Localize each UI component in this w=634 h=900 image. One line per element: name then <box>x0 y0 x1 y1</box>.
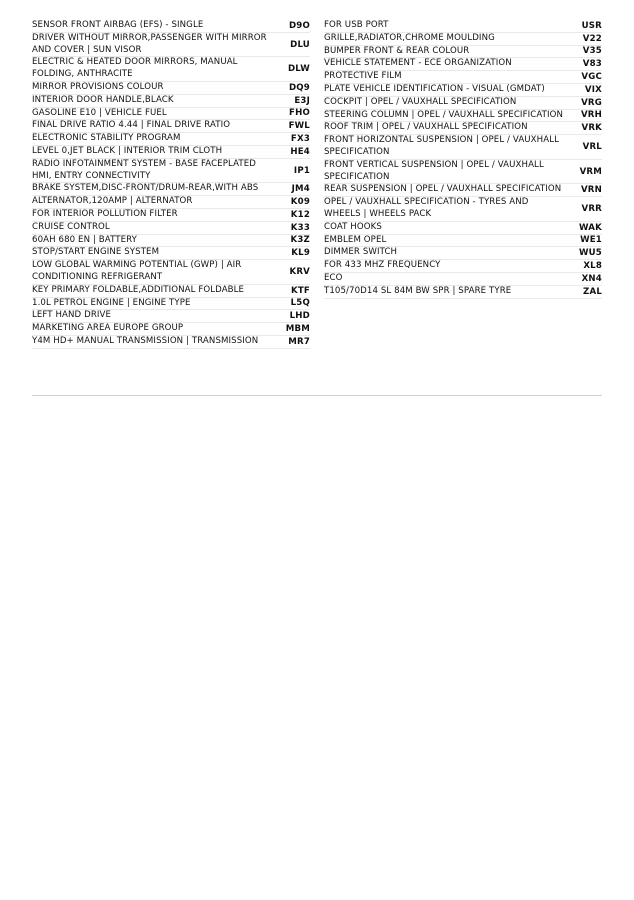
option-code: VIX <box>584 84 602 95</box>
bottom-divider <box>32 395 602 396</box>
option-description: COCKPIT | OPEL / VAUXHALL SPECIFICATION <box>324 96 517 107</box>
option-code: VGC <box>581 72 602 83</box>
option-code: K3Z <box>290 235 310 246</box>
option-code: V35 <box>582 46 602 57</box>
option-row <box>32 298 310 311</box>
option-row <box>32 183 310 196</box>
option-row <box>32 209 310 222</box>
option-description: SENSOR FRONT AIRBAG (EFS) - SINGLE <box>32 20 204 30</box>
option-description: PLATE VEHICLE IDENTIFICATION - VISUAL (GMDAT) <box>324 83 545 94</box>
option-code: K12 <box>290 209 310 220</box>
option-code: V22 <box>582 33 602 44</box>
option-description: DRIVER WITHOUT MIRROR,PASSENGER WITH MIRROR AND COVER | SUN VISOR <box>32 32 267 55</box>
option-code: K33 <box>290 222 310 233</box>
option-row <box>32 336 310 349</box>
option-code: KRV <box>289 266 310 277</box>
option-code: WAK <box>578 222 602 233</box>
option-code: FX3 <box>290 134 310 145</box>
option-code: VRH <box>580 110 602 121</box>
option-row <box>32 82 310 95</box>
option-code: MR7 <box>288 336 310 347</box>
option-description: MIRROR PROVISIONS COLOUR <box>32 81 164 92</box>
option-row <box>324 197 602 222</box>
option-row <box>324 184 602 197</box>
left-option-column <box>32 20 310 349</box>
option-description: FOR INTERIOR POLLUTION FILTER <box>32 208 178 219</box>
option-row <box>324 58 602 71</box>
option-code: DQ9 <box>288 82 310 93</box>
option-row <box>324 135 602 160</box>
option-description: Y4M HD+ MANUAL TRANSMISSION | TRANSMISSION <box>32 335 259 346</box>
option-code: VRR <box>581 203 602 214</box>
option-row <box>324 160 602 185</box>
option-code: IP1 <box>293 165 310 176</box>
option-description: FOR USB PORT <box>324 20 389 30</box>
option-description: PROTECTIVE FILM <box>324 71 402 82</box>
option-description: 1.0L PETROL ENGINE | ENGINE TYPE <box>32 297 191 308</box>
option-code: LHD <box>289 311 310 322</box>
option-description: ALTERNATOR,120AMP | ALTERNATOR <box>32 196 193 207</box>
option-row <box>324 122 602 135</box>
option-code: XL8 <box>583 261 602 272</box>
option-code: KL9 <box>291 248 310 259</box>
option-code: WE1 <box>580 235 602 246</box>
option-row <box>32 146 310 159</box>
option-row <box>324 46 602 59</box>
option-row <box>324 71 602 84</box>
option-row <box>324 33 602 46</box>
option-description: EMBLEM OPEL <box>324 234 387 245</box>
option-description: ELECTRONIC STABILITY PROGRAM <box>32 133 181 144</box>
option-description: BUMPER FRONT & REAR COLOUR <box>324 45 470 56</box>
option-description: ECO <box>324 272 343 283</box>
option-row <box>32 33 310 58</box>
option-code: JM4 <box>291 184 310 195</box>
option-description: ROOF TRIM | OPEL / VAUXHALL SPECIFICATION <box>324 122 528 133</box>
option-description: REAR SUSPENSION | OPEL / VAUXHALL SPECIFICATION <box>324 184 562 195</box>
option-row <box>324 260 602 273</box>
option-code: E3J <box>294 95 310 106</box>
option-row <box>324 273 602 286</box>
option-row <box>32 95 310 108</box>
option-row <box>32 196 310 209</box>
option-code: VRK <box>581 123 602 134</box>
option-code: VRN <box>580 185 602 196</box>
option-description: FOR 433 MHZ FREQUENCY <box>324 260 441 271</box>
option-row <box>32 285 310 298</box>
option-row <box>324 97 602 110</box>
option-code: ZAL <box>583 286 602 297</box>
option-code: VRL <box>582 141 602 152</box>
option-row <box>324 222 602 235</box>
option-code-list <box>32 20 602 349</box>
option-code: USR <box>581 20 602 31</box>
option-row <box>32 57 310 82</box>
option-description: ELECTRIC & HEATED DOOR MIRRORS, MANUAL FOLDING, ANTHRACITE <box>32 57 238 80</box>
option-row <box>324 84 602 97</box>
option-description: OPEL / VAUXHALL SPECIFICATION - TYRES AND WHEELS | WHEELS PACK <box>324 197 529 219</box>
option-description: VEHICLE STATEMENT - ECE ORGANIZATION <box>324 58 512 69</box>
option-description: RADIO INFOTAINMENT SYSTEM - BASE FACEPLATED HMI, ENTRY CONNECTIVITY <box>32 158 256 181</box>
option-code: VRM <box>579 166 602 177</box>
option-code: L5Q <box>290 298 310 309</box>
option-row <box>32 159 310 184</box>
option-code: DLW <box>287 64 310 75</box>
option-code: DLU <box>290 39 310 50</box>
option-row <box>324 110 602 123</box>
option-description: INTERIOR DOOR HANDLE,BLACK <box>32 94 174 105</box>
option-row <box>324 20 602 33</box>
option-row <box>324 235 602 248</box>
option-description: LEVEL 0,JET BLACK | INTERIOR TRIM CLOTH <box>32 145 223 156</box>
option-code: FHO <box>289 108 310 119</box>
option-row <box>32 20 310 33</box>
option-row <box>32 235 310 248</box>
option-code: D9O <box>288 20 310 31</box>
option-code: K09 <box>290 197 310 208</box>
option-row <box>32 120 310 133</box>
option-code: FWL <box>288 121 310 132</box>
option-description: STEERING COLUMN | OPEL / VAUXHALL SPECIFICATION <box>324 109 564 120</box>
option-row <box>324 286 602 299</box>
option-description: FRONT VERTICAL SUSPENSION | OPEL / VAUXHALL SPECIFICATION <box>324 159 544 182</box>
option-row <box>32 323 310 336</box>
option-description: DIMMER SWITCH <box>324 247 398 258</box>
option-description: FINAL DRIVE RATIO 4.44 | FINAL DRIVE RATIO <box>32 120 231 131</box>
option-code: XN4 <box>581 273 602 284</box>
option-description: KEY PRIMARY FOLDABLE,ADDITIONAL FOLDABLE <box>32 284 245 295</box>
option-description: LOW GLOBAL WARMING POTENTIAL (GWP) | AIR CONDITIONING REFRIGERANT <box>32 260 242 282</box>
option-code: VRG <box>581 97 602 108</box>
option-row <box>32 260 310 285</box>
option-description: STOP/START ENGINE SYSTEM <box>32 247 160 258</box>
option-description: CRUISE CONTROL <box>32 221 110 232</box>
option-description: GRILLE,RADIATOR,CHROME MOULDING <box>324 32 495 43</box>
option-description: LEFT HAND DRIVE <box>32 310 112 321</box>
option-columns <box>32 20 602 349</box>
option-description: 60AH 680 EN | BATTERY <box>32 234 138 245</box>
option-row <box>32 247 310 260</box>
option-description: MARKETING AREA EUROPE GROUP <box>32 323 184 334</box>
option-code: WU5 <box>578 248 602 259</box>
option-description: COAT HOOKS <box>324 221 382 232</box>
option-code: V83 <box>582 59 602 70</box>
right-option-column <box>324 20 602 349</box>
option-row <box>324 247 602 260</box>
option-description: GASOLINE E10 | VEHICLE FUEL <box>32 107 167 118</box>
option-row <box>32 310 310 323</box>
option-description: FRONT HORIZONTAL SUSPENSION | OPEL / VAUXHALL SPECIFICATION <box>324 135 559 157</box>
option-row <box>32 133 310 146</box>
option-code: HE4 <box>290 146 310 157</box>
option-row <box>32 108 310 121</box>
option-code: KTF <box>291 285 310 296</box>
option-row <box>32 222 310 235</box>
option-description: T105/70D14 SL 84M BW SPR | SPARE TYRE <box>324 285 512 296</box>
option-description: BRAKE SYSTEM,DISC-FRONT/DRUM-REAR,WITH ABS <box>32 183 259 194</box>
option-code: MBM <box>285 324 310 335</box>
